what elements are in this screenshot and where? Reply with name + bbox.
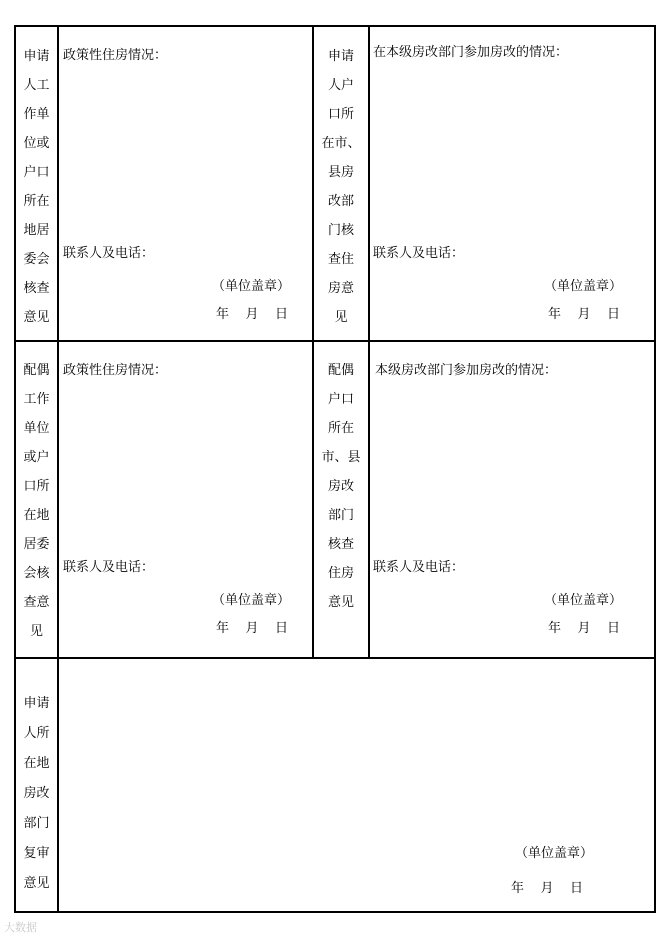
applicant-employer-label: 申请 人工 作单 位或 户口 所在 地居 委会 核查 意见 [23, 49, 50, 325]
review-date: 年 月 日 [511, 881, 584, 896]
spouse-employer-label: 配偶 工作 单位 或户 口所 在地 居委 会核 查意 见 [23, 363, 50, 639]
watermark: 大数据 [4, 921, 37, 934]
applicant-hukou-office-date: 年 月 日 [548, 307, 621, 322]
spouse-hukou-office-situation: 本级房改部门参加房改的情况： [375, 363, 558, 378]
applicant-hukou-office-contact: 联系人及电话： [373, 246, 465, 261]
applicant-hukou-office-label: 申请 人户 口所 在市、 县房 改部 门核 查住 房意 见 [321, 49, 361, 325]
spouse-hukou-office-seal: （单位盖章） [544, 593, 623, 608]
applicant-employer-seal: （单位盖章） [212, 279, 291, 294]
review-label: 申请 人所 在地 房改 部门 复审 意见 [23, 696, 50, 891]
applicant-hukou-office-situation: 在本级房改部门参加房改的情况： [373, 45, 569, 60]
spouse-employer-situation: 政策性住房情况： [63, 363, 168, 378]
spouse-hukou-office-label: 配偶 户口 所在 市、县 房改 部门 核查 住房 意见 [321, 363, 361, 610]
applicant-hukou-office-seal: （单位盖章） [544, 279, 623, 294]
row-divider-2 [14, 657, 656, 659]
spouse-employer-date: 年 月 日 [216, 621, 289, 636]
row-divider-1 [14, 340, 656, 342]
spouse-employer-seal: （单位盖章） [212, 593, 291, 608]
label-column-divider [57, 25, 59, 913]
spouse-employer-contact: 联系人及电话： [63, 560, 155, 575]
applicant-employer-situation: 政策性住房情况： [63, 48, 168, 63]
applicant-employer-contact: 联系人及电话： [63, 246, 155, 261]
applicant-employer-date: 年 月 日 [216, 307, 289, 322]
right-label-divider [368, 25, 370, 658]
spouse-hukou-office-date: 年 月 日 [548, 621, 621, 636]
review-seal: （单位盖章） [515, 846, 594, 861]
spouse-hukou-office-contact: 联系人及电话： [373, 560, 465, 575]
